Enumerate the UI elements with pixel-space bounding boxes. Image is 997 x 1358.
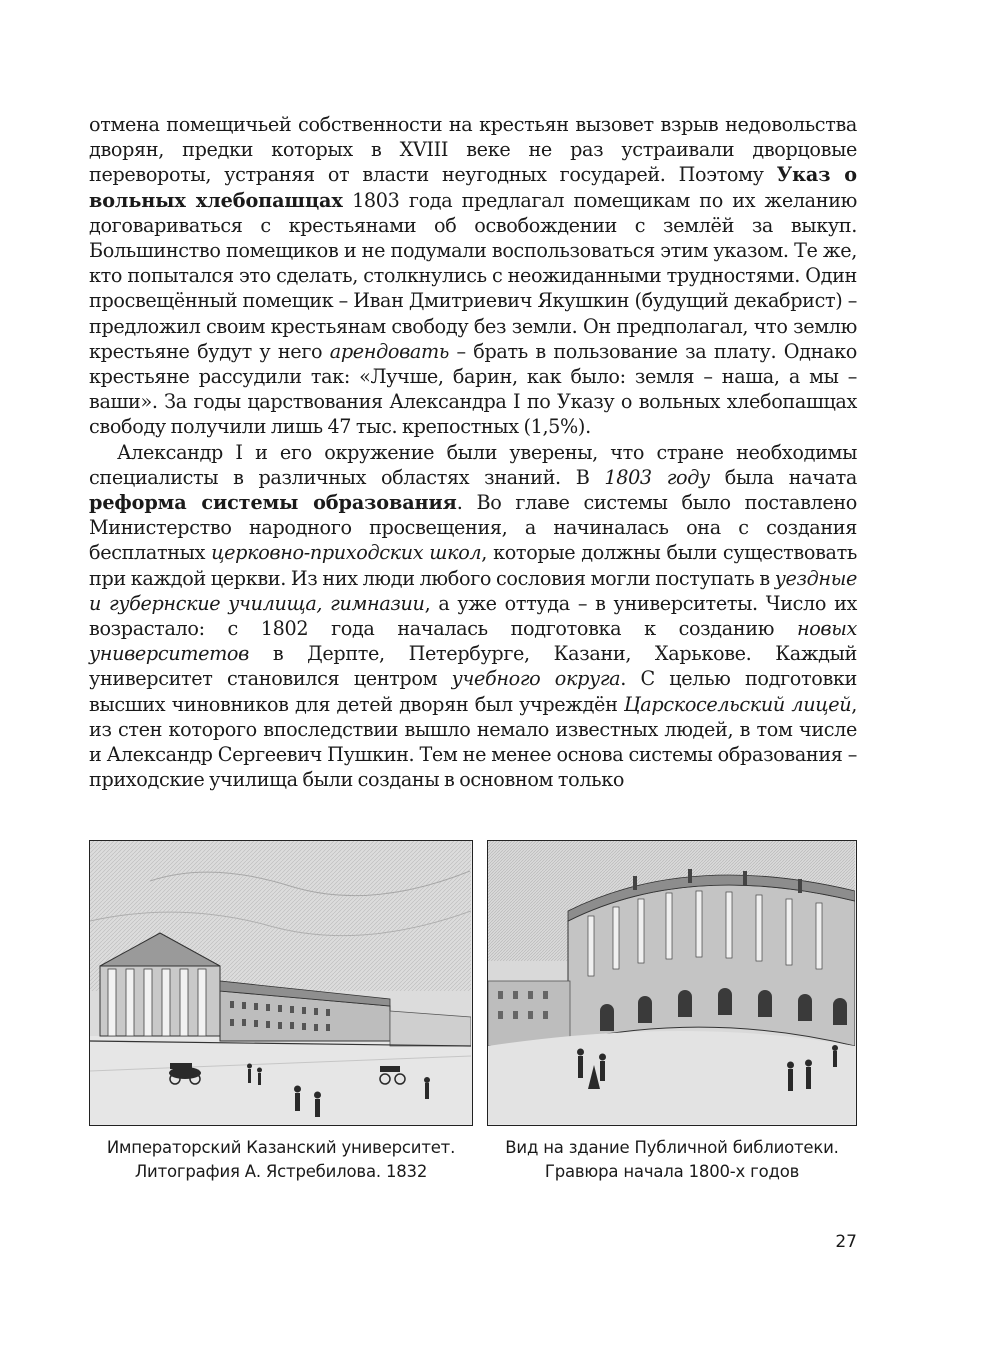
figure-kazan-university [89, 840, 473, 1184]
page-number: 27 [835, 1232, 857, 1252]
body-text [89, 112, 857, 792]
figure-public-library [487, 840, 857, 1184]
paragraph-1: отмена помещичьей собственности на крестьян вызовет взрыв недовольства дворян, предки которых в XVIII веке не раз устраивали дворцовые перевороты, устраняя от власти неугодных государей. Поэтому Указ о вольных хлебопашцах 1803 года предлагал помещикам по их желанию договариваться с крестьянами об освобождении с землёй за выкуп. Большинство помещиков и не подумали воспользоваться этим указом. Те же, кто попытался это сделать, столкнулись с неожиданными трудностями. Один просвещённый помещик – Иван Дмитриевич Якушкин (будущий декабрист) – предложил своим крестьянам свободу без земли. Он предполагал, что землю крестьяне будут у него арендовать – брать в пользование за плату. Однако крестьяне рассудили так: «Лучше, барин, как было: земля – наша, а мы – ваши». За годы царствования Александра I по Указу о вольных хлебопашцах свободу получили лишь 47 тыс. крепостных (1,5%). [89, 113, 857, 439]
term-education-reform: реформа системы образования [89, 491, 457, 515]
figure-caption: Вид на здание Публичной библиотеки. Гравюра начала 1800-х годов [505, 1138, 839, 1181]
kazan-university-image [89, 840, 473, 1126]
public-library-image [487, 840, 857, 1126]
figure-caption: Императорский Казанский университет. Литография А. Ястребилова. 1832 [106, 1138, 456, 1181]
paragraph-2: Александр I и его окружение были уверены, что стране необходимы специалисты в различных областях знаний. В 1803 году была начата реформа системы образования. Во главе системы было поставлено Министерство народного просвещения, а начиналась она с создания бесплатных церковно-приходских школ, которые должны были существовать при каждой церкви. Из них люди любого сословия могли поступать в уездные и губернские училища, гимназии, а уже оттуда – в университеты. Число их возрастало: с 1802 года началась подготовка к созданию новых университетов в Дерпте, Петербурге, Казани, Харькове. Каждый университет становился центром учебного округа. С целью подготовки высших чиновников для детей дворян был учреждён Царскосельский лицей, из стен которого впоследствии вышло немало известных людей, в том числе и Александр Сергеевич Пушкин. Тем не менее основа системы образования – приходские училища были созданы в основном только [89, 440, 858, 792]
term-volnye-khlebopashtsy: Указ о вольных хлебопашцах [89, 163, 857, 212]
